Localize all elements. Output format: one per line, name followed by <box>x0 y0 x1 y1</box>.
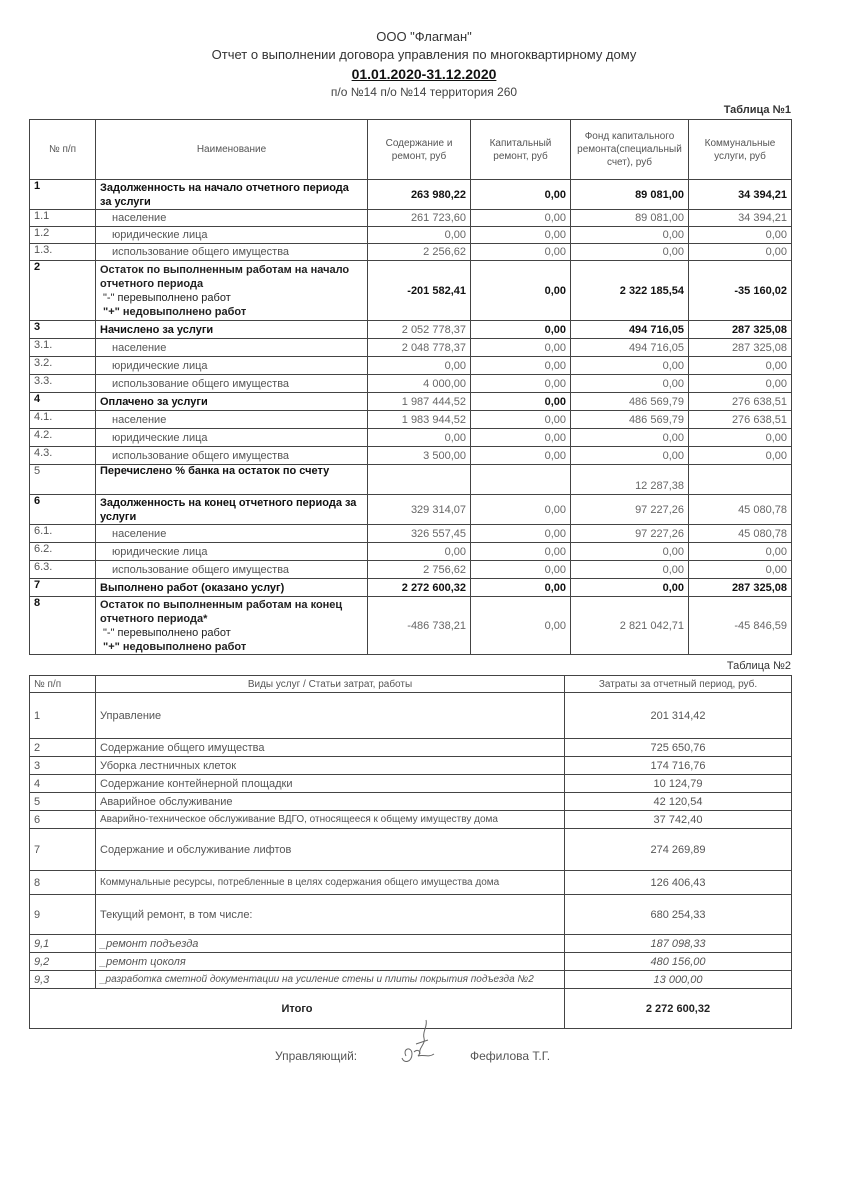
cell-maintenance: 2 756,62 <box>368 561 471 579</box>
cell-capital-fund: 0,00 <box>571 561 689 579</box>
col-header-costs: Затраты за отчетный период, руб. <box>565 676 792 693</box>
cell-capital-repair: 0,00 <box>471 429 571 447</box>
cell-utilities: 34 394,21 <box>689 180 792 210</box>
cell-capital-repair: 0,00 <box>471 321 571 339</box>
table-row <box>30 393 792 411</box>
signatory-role: Управляющий: <box>275 1049 358 1063</box>
cell-capital-fund: 97 227,26 <box>571 495 689 525</box>
row-name: Содержание контейнерной площадки <box>96 775 565 793</box>
row-index: 9,3 <box>30 971 96 989</box>
cell-maintenance <box>368 465 471 495</box>
row-name: население <box>96 411 368 429</box>
row-index: 2 <box>30 739 96 757</box>
row-name: Начислено за услуги <box>96 321 368 339</box>
table-row <box>30 447 792 465</box>
row-index: 3.1. <box>30 339 96 357</box>
cell-utilities: 0,00 <box>689 375 792 393</box>
row-note-overdone: "-" перевыполнено работ <box>103 291 231 304</box>
cell-maintenance: 0,00 <box>368 357 471 375</box>
row-name: Управление <box>96 693 565 739</box>
table-row <box>30 210 792 227</box>
cell-capital-fund: 89 081,00 <box>571 210 689 227</box>
cell-maintenance: 263 980,22 <box>368 180 471 210</box>
cell-capital-repair: 0,00 <box>471 357 571 375</box>
table-row <box>30 429 792 447</box>
organization-name: ООО "Флагман" <box>376 29 472 44</box>
cell-capital-fund: 0,00 <box>571 244 689 261</box>
table-row <box>30 757 792 775</box>
row-index: 1.3. <box>30 244 96 261</box>
row-index: 2 <box>30 261 96 321</box>
row-value: 187 098,33 <box>565 935 792 953</box>
cell-maintenance: 0,00 <box>368 227 471 244</box>
row-index: 6 <box>30 495 96 525</box>
cell-maintenance: -201 582,41 <box>368 261 471 321</box>
table-row <box>30 579 792 597</box>
row-index: 6.2. <box>30 543 96 561</box>
cell-capital-fund: 2 821 042,71 <box>571 597 689 655</box>
table-row <box>30 180 792 210</box>
cell-capital-fund: 486 569,79 <box>571 393 689 411</box>
row-name-main: Остаток по выполненным работам на начало отчетного периода <box>100 263 350 290</box>
row-name: население <box>96 210 368 227</box>
total-label: Итого <box>30 989 565 1029</box>
table-row <box>30 597 792 655</box>
row-value: 274 269,89 <box>565 829 792 871</box>
table1-caption: Таблица №1 <box>723 104 791 116</box>
table-row <box>30 811 792 829</box>
row-name: использование общего имущества <box>96 561 368 579</box>
row-name: Аварийно-техническое обслуживание ВДГО, относящееся к общему имуществу дома <box>96 811 565 829</box>
row-value: 126 406,43 <box>565 871 792 895</box>
cell-maintenance: 0,00 <box>368 543 471 561</box>
row-value: 10 124,79 <box>565 775 792 793</box>
cell-capital-repair: 0,00 <box>471 495 571 525</box>
cell-utilities: 0,00 <box>689 447 792 465</box>
cell-maintenance: 2 272 600,32 <box>368 579 471 597</box>
cell-maintenance: 0,00 <box>368 429 471 447</box>
cell-capital-fund: 89 081,00 <box>571 180 689 210</box>
table-row <box>30 339 792 357</box>
cell-maintenance: 1 983 944,52 <box>368 411 471 429</box>
cell-maintenance: 326 557,45 <box>368 525 471 543</box>
table-row <box>30 244 792 261</box>
row-name: _разработка сметной документации на усиление стены и плиты покрытия подъезда №2 <box>96 971 565 989</box>
row-name: Аварийное обслуживание <box>96 793 565 811</box>
row-note-underdone: "+" недовыполнено работ <box>103 640 247 653</box>
table-row <box>30 739 792 757</box>
row-name: население <box>96 525 368 543</box>
table-row <box>30 261 792 321</box>
cell-maintenance: 2 048 778,37 <box>368 339 471 357</box>
row-index: 6.3. <box>30 561 96 579</box>
cell-capital-repair: 0,00 <box>471 210 571 227</box>
cell-utilities: 0,00 <box>689 561 792 579</box>
table-row <box>30 561 792 579</box>
row-name <box>96 261 368 321</box>
row-name: юридические лица <box>96 429 368 447</box>
cell-capital-repair: 0,00 <box>471 244 571 261</box>
row-name: Коммунальные ресурсы, потребленные в целях содержания общего имущества дома <box>96 871 565 895</box>
table-row <box>30 829 792 871</box>
table-row <box>30 871 792 895</box>
row-index: 4.1. <box>30 411 96 429</box>
cell-utilities: 276 638,51 <box>689 411 792 429</box>
cell-capital-fund: 0,00 <box>571 543 689 561</box>
table-row <box>30 953 792 971</box>
cell-utilities: 0,00 <box>689 429 792 447</box>
col-header-number: № п/п <box>30 676 96 693</box>
signature-icon <box>398 1018 442 1068</box>
table2-caption: Таблица №2 <box>726 660 791 672</box>
cell-capital-repair: 0,00 <box>471 525 571 543</box>
row-index: 6 <box>30 811 96 829</box>
row-index: 1 <box>30 180 96 210</box>
row-name: Оплачено за услуги <box>96 393 368 411</box>
col-header-maintenance: Содержание и ремонт, руб <box>368 120 471 180</box>
col-header-capital-fund: Фонд капитального ремонта(специальный счет), руб <box>571 120 689 180</box>
cell-capital-repair: 0,00 <box>471 411 571 429</box>
cell-utilities: 287 325,08 <box>689 321 792 339</box>
row-index: 9,2 <box>30 953 96 971</box>
cell-utilities: 0,00 <box>689 357 792 375</box>
cell-capital-repair: 0,00 <box>471 339 571 357</box>
col-header-service: Виды услуг / Статьи затрат, работы <box>96 676 565 693</box>
cell-maintenance: 329 314,07 <box>368 495 471 525</box>
row-note-overdone: "-" перевыполнено работ <box>103 626 231 639</box>
row-index: 1 <box>30 693 96 739</box>
row-index: 6.1. <box>30 525 96 543</box>
row-name: Текущий ремонт, в том числе: <box>96 895 565 935</box>
document-header <box>0 28 848 101</box>
cell-utilities: 0,00 <box>689 543 792 561</box>
cell-capital-fund: 494 716,05 <box>571 321 689 339</box>
row-index: 3 <box>30 321 96 339</box>
row-name: Содержание и обслуживание лифтов <box>96 829 565 871</box>
row-value: 201 314,42 <box>565 693 792 739</box>
row-name: _ремонт подъезда <box>96 935 565 953</box>
cell-capital-fund: 0,00 <box>571 429 689 447</box>
row-index: 5 <box>30 465 96 495</box>
cell-utilities <box>689 465 792 495</box>
row-note-underdone: "+" недовыполнено работ <box>103 305 247 318</box>
cell-capital-fund: 12 287,38 <box>571 465 689 495</box>
table-row <box>30 227 792 244</box>
col-header-number: № п/п <box>30 120 96 180</box>
table-row <box>30 375 792 393</box>
cell-capital-repair: 0,00 <box>471 543 571 561</box>
cell-capital-repair: 0,00 <box>471 227 571 244</box>
row-name: Задолженность на начало отчетного периода за услуги <box>96 180 368 210</box>
table-row <box>30 775 792 793</box>
row-name: юридические лица <box>96 543 368 561</box>
cell-capital-fund: 494 716,05 <box>571 339 689 357</box>
row-name: _ремонт цоколя <box>96 953 565 971</box>
cell-maintenance: 1 987 444,52 <box>368 393 471 411</box>
cell-capital-repair: 0,00 <box>471 447 571 465</box>
row-name: Задолженность на конец отчетного периода за услуги <box>96 495 368 525</box>
row-name: Перечислено % банка на остаток по счету <box>96 465 368 495</box>
report-period: 01.01.2020-31.12.2020 <box>351 66 497 82</box>
table-row <box>30 357 792 375</box>
cell-capital-fund: 0,00 <box>571 227 689 244</box>
row-index: 1.2 <box>30 227 96 244</box>
cell-utilities: 287 325,08 <box>689 339 792 357</box>
row-name-main: Остаток по выполненным работам на конец отчетного периода* <box>100 598 343 625</box>
cell-utilities: 45 080,78 <box>689 495 792 525</box>
cell-utilities: -45 846,59 <box>689 597 792 655</box>
cell-capital-repair: 0,00 <box>471 375 571 393</box>
col-header-name: Наименование <box>96 120 368 180</box>
cell-capital-fund: 486 569,79 <box>571 411 689 429</box>
table-row <box>30 793 792 811</box>
cell-capital-repair: 0,00 <box>471 597 571 655</box>
cell-capital-repair: 0,00 <box>471 579 571 597</box>
row-index: 8 <box>30 597 96 655</box>
row-name: Выполнено работ (оказано услуг) <box>96 579 368 597</box>
row-name: население <box>96 339 368 357</box>
col-header-capital-repair: Капитальный ремонт, руб <box>471 120 571 180</box>
total-value: 2 272 600,32 <box>565 989 792 1029</box>
cell-maintenance: 261 723,60 <box>368 210 471 227</box>
row-index: 9 <box>30 895 96 935</box>
cell-capital-repair: 0,00 <box>471 180 571 210</box>
cell-utilities: 287 325,08 <box>689 579 792 597</box>
report-address: п/о №14 п/о №14 территория 260 <box>330 85 518 99</box>
cell-capital-repair: 0,00 <box>471 561 571 579</box>
cell-capital-repair: 0,00 <box>471 393 571 411</box>
row-name: использование общего имущества <box>96 447 368 465</box>
row-value: 37 742,40 <box>565 811 792 829</box>
row-index: 3 <box>30 757 96 775</box>
table-row <box>30 411 792 429</box>
cell-maintenance: 3 500,00 <box>368 447 471 465</box>
table-row <box>30 495 792 525</box>
row-index: 9,1 <box>30 935 96 953</box>
cell-maintenance: -486 738,21 <box>368 597 471 655</box>
row-name: юридические лица <box>96 357 368 375</box>
cell-capital-fund: 2 322 185,54 <box>571 261 689 321</box>
row-name <box>96 597 368 655</box>
cell-maintenance: 2 052 778,37 <box>368 321 471 339</box>
row-value: 42 120,54 <box>565 793 792 811</box>
row-name: использование общего имущества <box>96 375 368 393</box>
row-index: 8 <box>30 871 96 895</box>
row-index: 7 <box>30 579 96 597</box>
row-index: 4.2. <box>30 429 96 447</box>
row-name: юридические лица <box>96 227 368 244</box>
cell-utilities: 45 080,78 <box>689 525 792 543</box>
col-header-utilities: Коммунальные услуги, руб <box>689 120 792 180</box>
row-value: 13 000,00 <box>565 971 792 989</box>
table-row <box>30 693 792 739</box>
row-index: 1.1 <box>30 210 96 227</box>
cell-maintenance: 4 000,00 <box>368 375 471 393</box>
cell-capital-repair: 0,00 <box>471 261 571 321</box>
cell-capital-fund: 97 227,26 <box>571 525 689 543</box>
table-row <box>30 543 792 561</box>
row-index: 3.2. <box>30 357 96 375</box>
row-value: 480 156,00 <box>565 953 792 971</box>
row-value: 680 254,33 <box>565 895 792 935</box>
table-row <box>30 935 792 953</box>
cell-capital-fund: 0,00 <box>571 357 689 375</box>
row-value: 174 716,76 <box>565 757 792 775</box>
cell-capital-fund: 0,00 <box>571 375 689 393</box>
table-2 <box>29 675 792 1029</box>
cell-capital-fund: 0,00 <box>571 579 689 597</box>
row-index: 4 <box>30 393 96 411</box>
row-name: Содержание общего имущества <box>96 739 565 757</box>
row-name: использование общего имущества <box>96 244 368 261</box>
row-index: 3.3. <box>30 375 96 393</box>
cell-utilities: 0,00 <box>689 227 792 244</box>
cell-utilities: 34 394,21 <box>689 210 792 227</box>
signatory-name: Фефилова Т.Г. <box>470 1049 551 1063</box>
cell-utilities: 276 638,51 <box>689 393 792 411</box>
row-index: 4.3. <box>30 447 96 465</box>
row-index: 4 <box>30 775 96 793</box>
table-row <box>30 321 792 339</box>
table-row <box>30 971 792 989</box>
row-index: 7 <box>30 829 96 871</box>
table-row <box>30 525 792 543</box>
cell-utilities: 0,00 <box>689 244 792 261</box>
table-1 <box>29 119 792 655</box>
table-row <box>30 465 792 495</box>
cell-capital-fund: 0,00 <box>571 447 689 465</box>
report-title: Отчет о выполнении договора управления по многоквартирному дому <box>211 47 637 62</box>
row-name: Уборка лестничных клеток <box>96 757 565 775</box>
row-index: 5 <box>30 793 96 811</box>
cell-utilities: -35 160,02 <box>689 261 792 321</box>
table-row <box>30 895 792 935</box>
cell-capital-repair <box>471 465 571 495</box>
row-value: 725 650,76 <box>565 739 792 757</box>
cell-maintenance: 2 256,62 <box>368 244 471 261</box>
